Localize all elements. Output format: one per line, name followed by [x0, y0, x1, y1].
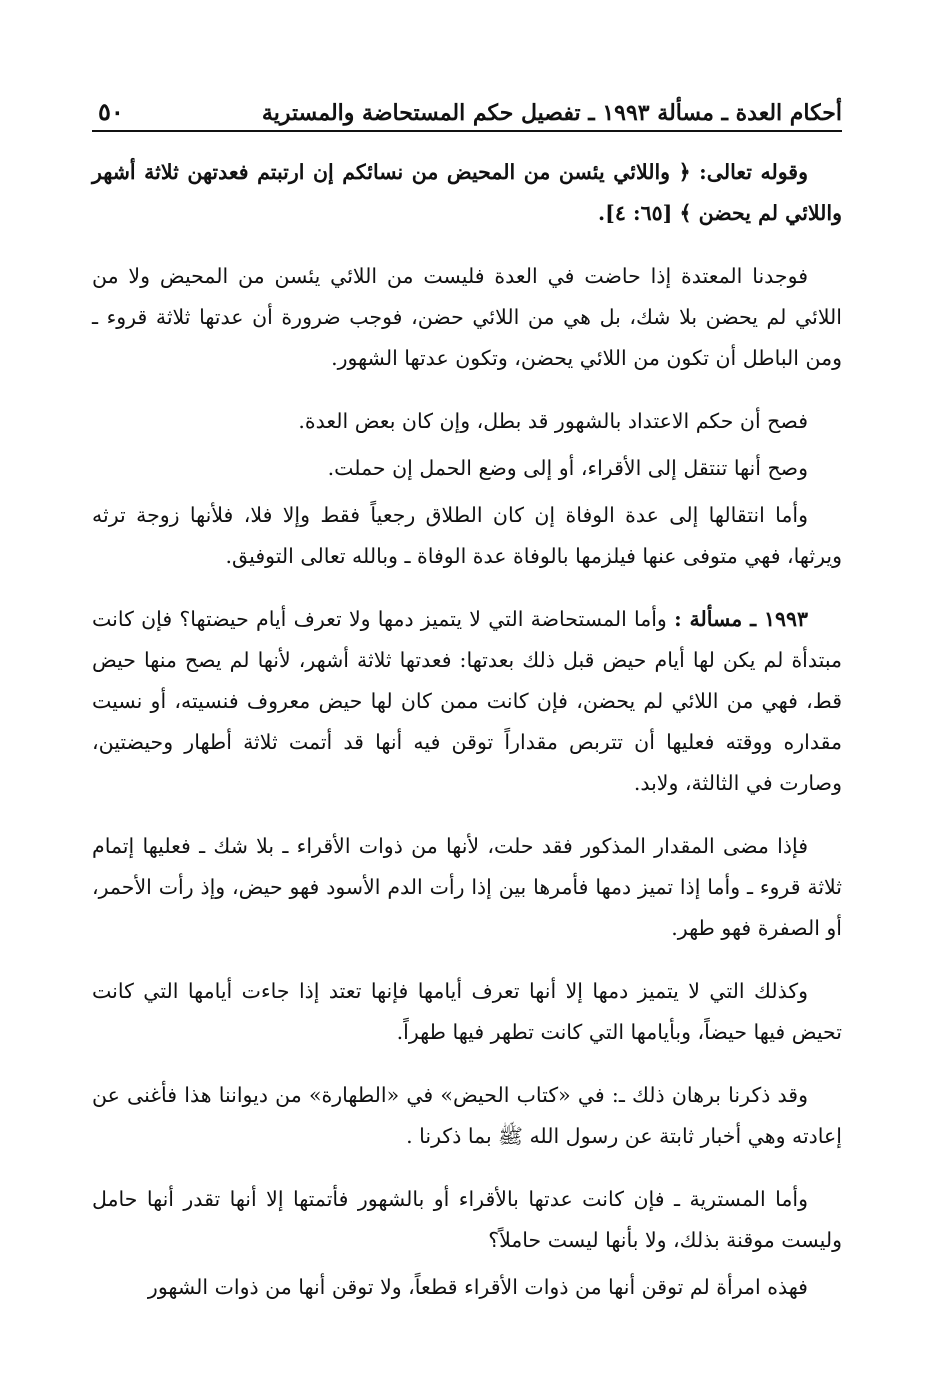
page-content	[92, 152, 842, 1330]
paragraph: وكذلك التي لا يتميز دمها إلا أنها تعرف أيامها فإنها تعتد إذا جاءت أيامها التي كانت تحيض فيها حيضاً، وبأيامها التي كانت تطهر فيها طهراً.	[92, 979, 842, 1044]
paragraph: وقد ذكرنا برهان ذلك ـ: في «كتاب الحيض» في «الطهارة» من ديواننا هذا فأغنى عن إعادته وهي أخبار ثابتة عن رسول الله ﷺ بما ذكرنا .	[92, 1083, 842, 1148]
paragraph: فوجدنا المعتدة إذا حاضت في العدة فليست من اللائي يئسن من المحيض ولا من اللائي لم يحضن بلا شك، بل هي من اللائي حضن، فوجب ضرورة أن عدتها ثلاثة قروء ـ ومن الباطل أن تكون من اللائي يحضن، وتكون عدتها الشهور.	[92, 264, 842, 370]
page-header	[92, 86, 842, 132]
paragraph: وأما المسترية ـ فإن كانت عدتها بالأقراء أو بالشهور فأتمتها إلا أنها تقدر أنها حامل وليست موقنة بذلك، ولا بأنها ليست حاملاً؟	[92, 1187, 842, 1252]
paragraph: وأما انتقالها إلى عدة الوفاة إن كان الطلاق رجعياً فقط وإلا فلا، فلأنها زوجة ترثه ويرثها، فهي متوفى عنها فيلزمها بالوفاة عدة الوفاة ـ وبالله تعالى التوفيق.	[92, 503, 842, 568]
quran-verse-paragraph: وقوله تعالى: ﴿ واللائي يئسن من المحيض من نسائكم إن ارتبتم فعدتهن ثلاثة أشهر واللائي لم يحضن ﴾ [٦٥: ٤].	[92, 160, 842, 225]
paragraph: فصح أن حكم الاعتداد بالشهور قد بطل، وإن كان بعض العدة.	[298, 409, 808, 433]
paragraph: فهذه امرأة لم توقن أنها من ذوات الأقراء قطعاً، ولا توقن أنها من ذوات الشهور	[147, 1275, 808, 1299]
paragraph: وصح أنها تنتقل إلى الأقراء، أو إلى وضع الحمل إن حملت.	[327, 456, 808, 480]
page-number: ٥٠	[98, 97, 124, 126]
issue-label: ١٩٩٣ ـ مسألة :	[674, 607, 808, 631]
paragraph: فإذا مضى المقدار المذكور فقد حلت، لأنها من ذوات الأقراء ـ بلا شك ـ فعليها إتمام ثلاثة قروء ـ وأما إذا تميز دمها فأمرها بين إذا رأت الدم الأسود فهو حيض، وإذ رأت الأحمر، أو الصفرة فهو طهر.	[92, 834, 842, 940]
issue-paragraph	[92, 599, 842, 804]
running-title: أحكام العدة ـ مسألة ١٩٩٣ ـ تفصيل حكم المستحاضة والمسترية	[261, 100, 842, 126]
issue-text: وأما المستحاضة التي لا يتميز دمها ولا تعرف أيام حيضتها؟ فإن كانت مبتدأة لم يكن لها أيام حيض قبل ذلك بعدتها: فعدتها ثلاثة أشهر، لأنها لم يصح منها حيض قط، فهي من اللائي لم يحضن، فإن كانت ممن كان لها حيض معروف فنسيته، أو نسيت مقداره ووقته فعليها أن تتربص مقداراً توقن فيه أنها قد أتمت ثلاثة أطهار وحيضتين، وصارت في الثالثة، ولابد.	[92, 607, 842, 795]
